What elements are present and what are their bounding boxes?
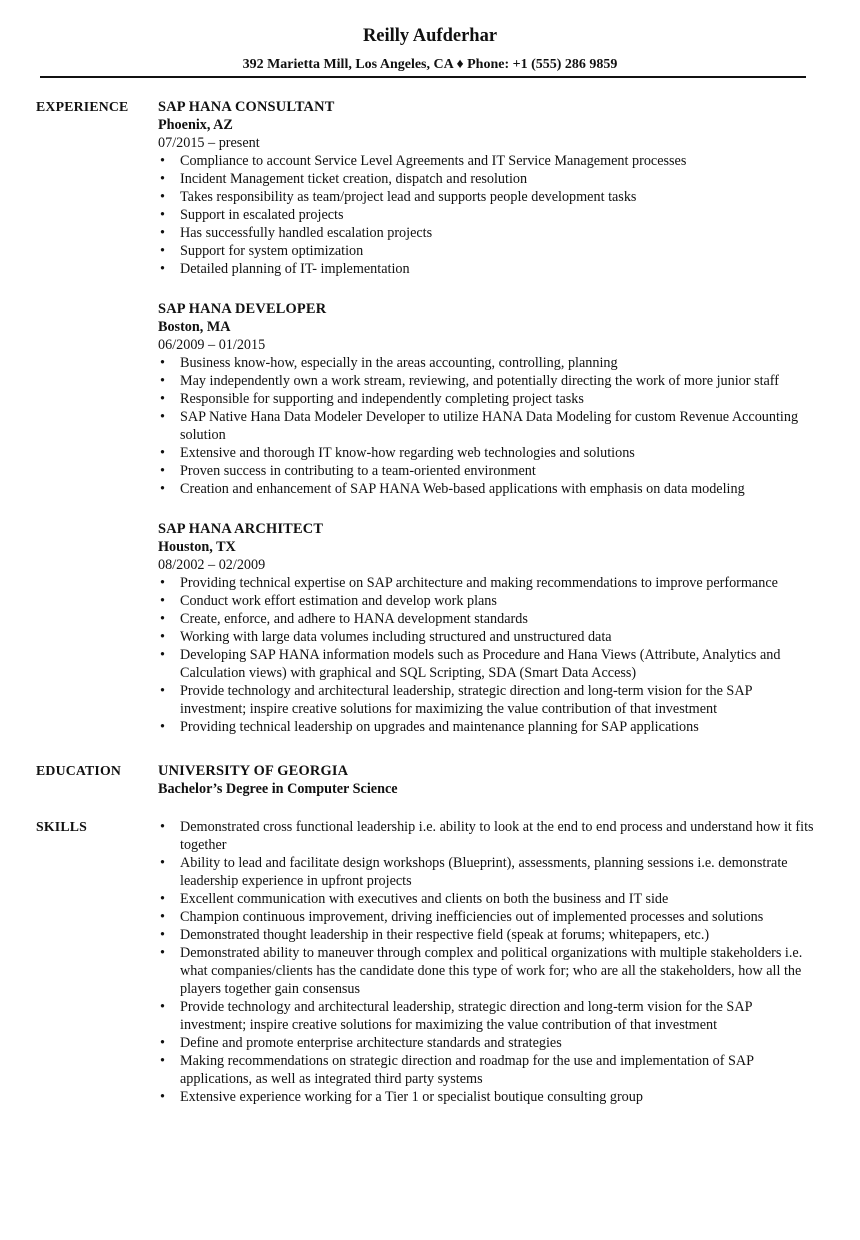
list-item: • Compliance to account Service Level Agreements and IT Service Management processes	[158, 152, 820, 170]
job-title: SAP HANA CONSULTANT	[158, 99, 335, 115]
experience-body	[158, 98, 820, 758]
list-item: • Support in escalated projects	[158, 206, 820, 224]
job-bullets	[158, 152, 820, 278]
job-location: Boston, MA	[158, 319, 231, 335]
section-title-education: EDUCATION	[36, 763, 122, 778]
job-location: Houston, TX	[158, 539, 236, 555]
list-item: • Business know-how, especially in the areas accounting, controlling, planning	[158, 354, 820, 372]
list-item: • Champion continuous improvement, driving inefficiencies out of implemented processes and solutions	[158, 908, 820, 926]
list-item: • Responsible for supporting and independently completing project tasks	[158, 390, 820, 408]
skills-bullets	[158, 818, 820, 1106]
job-location: Phoenix, AZ	[158, 117, 233, 133]
job-entry	[158, 98, 820, 278]
job-dates: 07/2015 – present	[158, 135, 260, 151]
list-item: • Working with large data volumes including structured and unstructured data	[158, 628, 820, 646]
list-item: • Conduct work effort estimation and develop work plans	[158, 592, 820, 610]
job-entry	[158, 520, 820, 736]
school-name: UNIVERSITY OF GEORGIA	[158, 763, 349, 779]
list-item: • Define and promote enterprise architecture standards and strategies	[158, 1034, 820, 1052]
list-item: • Has successfully handled escalation projects	[158, 224, 820, 242]
list-item: • Extensive experience working for a Tier 1 or specialist boutique consulting group	[158, 1088, 820, 1106]
skills-body	[158, 818, 820, 1106]
list-item: • Support for system optimization	[158, 242, 820, 260]
list-item: • Detailed planning of IT- implementation	[158, 260, 820, 278]
section-title-skills: SKILLS	[36, 819, 88, 834]
list-item: • Takes responsibility as team/project lead and supports people development tasks	[158, 188, 820, 206]
list-item: • Making recommendations on strategic direction and roadmap for the use and implementation of SAP applications, as well as integrated third party systems	[158, 1052, 820, 1088]
education-body	[158, 762, 820, 798]
job-entry	[158, 300, 820, 498]
list-item: • Developing SAP HANA information models such as Procedure and Hana Views (Attribute, Analytics and Calculation views) with graphical and SQL Scripting, SDA (Smart Data Access)	[158, 646, 820, 682]
list-item: • Demonstrated thought leadership in their respective field (speak at forums; whitepapers, etc.)	[158, 926, 820, 944]
job-title: SAP HANA ARCHITECT	[158, 521, 324, 537]
list-item: • Excellent communication with executives and clients on both the business and IT side	[158, 890, 820, 908]
section-title-experience: EXPERIENCE	[36, 99, 129, 114]
list-item: • Demonstrated ability to maneuver through complex and political organizations with multiple stakeholders i.e. what companies/clients has the candidate done this type of work for; who are all the stakeholders, how all the players together gain consensus	[158, 944, 820, 998]
list-item: • Providing technical expertise on SAP architecture and making recommendations to improve performance	[158, 574, 820, 592]
list-item: • Proven success in contributing to a team-oriented environment	[158, 462, 820, 480]
list-item: • SAP Native Hana Data Modeler Developer to utilize HANA Data Modeling for custom Revenue Accounting solution	[158, 408, 820, 444]
list-item: • Extensive and thorough IT know-how regarding web technologies and solutions	[158, 444, 820, 462]
list-item: • Ability to lead and facilitate design workshops (Blueprint), assessments, planning sessions i.e. demonstrate leadership experience in upfront projects	[158, 854, 820, 890]
list-item: • Creation and enhancement of SAP HANA Web-based applications with emphasis on data modeling	[158, 480, 820, 498]
degree: Bachelor’s Degree in Computer Science	[158, 781, 398, 797]
resume-header	[0, 0, 860, 74]
list-item: • Incident Management ticket creation, dispatch and resolution	[158, 170, 820, 188]
list-item: • Providing technical leadership on upgrades and maintenance planning for SAP applications	[158, 718, 820, 736]
list-item: • Provide technology and architectural leadership, strategic direction and long-term vision for the SAP investment; inspire creative solutions for maximizing the value contribution of that investment	[158, 682, 820, 718]
job-bullets	[158, 354, 820, 498]
job-dates: 08/2002 – 02/2009	[158, 557, 266, 573]
contact-line: 392 Marietta Mill, Los Angeles, CA ♦ Phone: +1 (555) 286 9859	[242, 57, 618, 72]
header-divider	[40, 76, 806, 78]
job-bullets	[158, 574, 820, 736]
candidate-name: Reilly Aufderhar	[362, 26, 498, 46]
list-item: • Create, enforce, and adhere to HANA development standards	[158, 610, 820, 628]
job-dates: 06/2009 – 01/2015	[158, 337, 266, 353]
list-item: • Provide technology and architectural leadership, strategic direction and long-term vision for the SAP investment; inspire creative solutions for maximizing the value contribution of that investment	[158, 998, 820, 1034]
job-title: SAP HANA DEVELOPER	[158, 301, 327, 317]
list-item: • May independently own a work stream, reviewing, and potentially directing the work of more junior staff	[158, 372, 820, 390]
list-item: • Demonstrated cross functional leadership i.e. ability to look at the end to end process and understand how it fits together	[158, 818, 820, 854]
